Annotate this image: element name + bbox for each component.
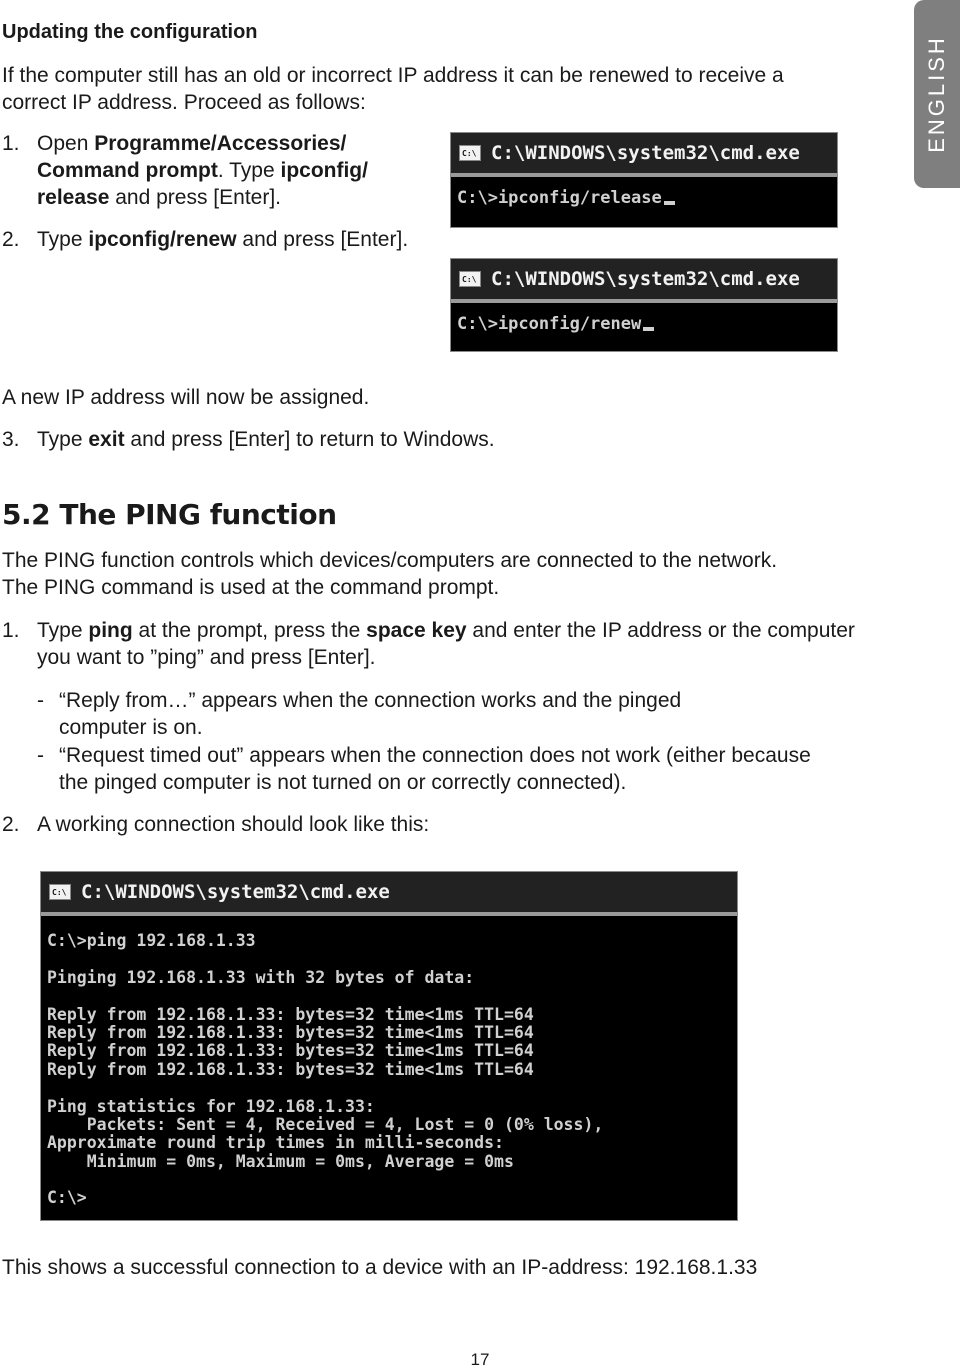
cmd-title-bar [41, 872, 737, 916]
cmd-title-bar [451, 133, 837, 177]
cmd-title: C:\WINDOWS\system32\cmd.exe [491, 268, 800, 290]
cmd-window-ping [40, 871, 738, 1221]
cmd-title: C:\WINDOWS\system32\cmd.exe [81, 881, 390, 903]
cmd-output-line: C:\>ping 192.168.1.33 [47, 931, 256, 950]
bullet-dash: - [37, 689, 44, 712]
cmd-output-line [47, 987, 737, 1005]
cmd-output-line: Packets: Sent = 4, Received = 4, Lost = 0 (0% loss), [47, 1114, 604, 1134]
bullet-request-timed-out: “Request timed out” appears when the connection does not work (either because the pinged computer is not turned on or correctly connected). [59, 744, 811, 794]
cmd-window-release [450, 132, 838, 228]
cmd-output-line: Minimum = 0ms, Maximum = 0ms, Average = 0ms [47, 1151, 514, 1171]
cursor-icon [664, 201, 675, 205]
ping-step-1-text: Type ping at the prompt, press the space key and enter the IP address or the computer you want to ”ping” and press [Enter]. [37, 619, 855, 669]
cmd-body [41, 916, 737, 1208]
ping-step-2-text: A working connection should look like this: [37, 813, 430, 836]
step-2-number: 2. [2, 228, 20, 251]
ping-heading: 5.2 The PING function [2, 498, 337, 531]
bullet-reply-from: “Reply from…” appears when the connection works and the pinged computer is on. [59, 689, 682, 739]
cmd-icon: C:\ [49, 884, 71, 900]
cmd-body [451, 177, 837, 219]
intro-paragraph: If the computer still has an old or incorrect IP address it can be renewed to receive a correct IP address. Proceed as follows: [2, 64, 784, 114]
cmd-output-line [47, 950, 737, 968]
step-1-text: Open Programme/Accessories/ Command prompt. Type ipconfig/ release and press [Enter]. [37, 132, 368, 209]
section-heading: Updating the configuration [2, 21, 258, 43]
cmd-icon: C:\ [459, 145, 481, 161]
ping-intro: The PING function controls which devices/computers are connected to the network. The PING command is used at the command prompt. [2, 549, 778, 599]
step-3-text: Type exit and press [Enter] to return to Windows. [37, 428, 495, 451]
cmd-output-line [47, 1079, 737, 1097]
cmd-title: C:\WINDOWS\system32\cmd.exe [491, 142, 800, 164]
cmd-output-line: Reply from 192.168.1.33: bytes=32 time<1ms TTL=64 [47, 1041, 534, 1061]
cmd-line: C:\>ipconfig/renew [457, 314, 642, 334]
language-tab-label: ENGLISH [924, 35, 949, 153]
cmd-output-line: Reply from 192.168.1.33: bytes=32 time<1ms TTL=64 [47, 1022, 534, 1042]
cmd-line: C:\>ipconfig/release [457, 188, 662, 208]
ping-step-2-number: 2. [2, 813, 20, 836]
cursor-icon [643, 327, 654, 331]
conclusion-text: This shows a successful connection to a device with an IP-address: 192.168.1.33 [2, 1256, 758, 1279]
cmd-output-line: Reply from 192.168.1.33: bytes=32 time<1ms TTL=64 [47, 1004, 534, 1024]
cmd-output-line: C:\> [47, 1188, 87, 1208]
step-3-number: 3. [2, 428, 20, 451]
cmd-window-renew [450, 258, 838, 352]
step-1-number: 1. [2, 132, 20, 155]
page-number: 17 [470, 1350, 490, 1369]
cmd-output-line: Reply from 192.168.1.33: bytes=32 time<1ms TTL=64 [47, 1059, 534, 1079]
cmd-title-bar [451, 259, 837, 303]
cmd-output-line: Pinging 192.168.1.33 with 32 bytes of data: [47, 967, 475, 987]
bullet-dash: - [37, 744, 44, 767]
cmd-output-line: Approximate round trip times in milli-seconds: [47, 1133, 504, 1153]
cmd-icon: C:\ [459, 271, 481, 287]
cmd-output-line: Ping statistics for 192.168.1.33: [47, 1096, 375, 1116]
cmd-body [451, 303, 837, 345]
language-tab [914, 0, 960, 188]
ping-step-1-number: 1. [2, 619, 20, 642]
assigned-text: A new IP address will now be assigned. [2, 386, 370, 409]
step-2-text: Type ipconfig/renew and press [Enter]. [37, 228, 409, 251]
cmd-output-line [47, 1171, 737, 1189]
